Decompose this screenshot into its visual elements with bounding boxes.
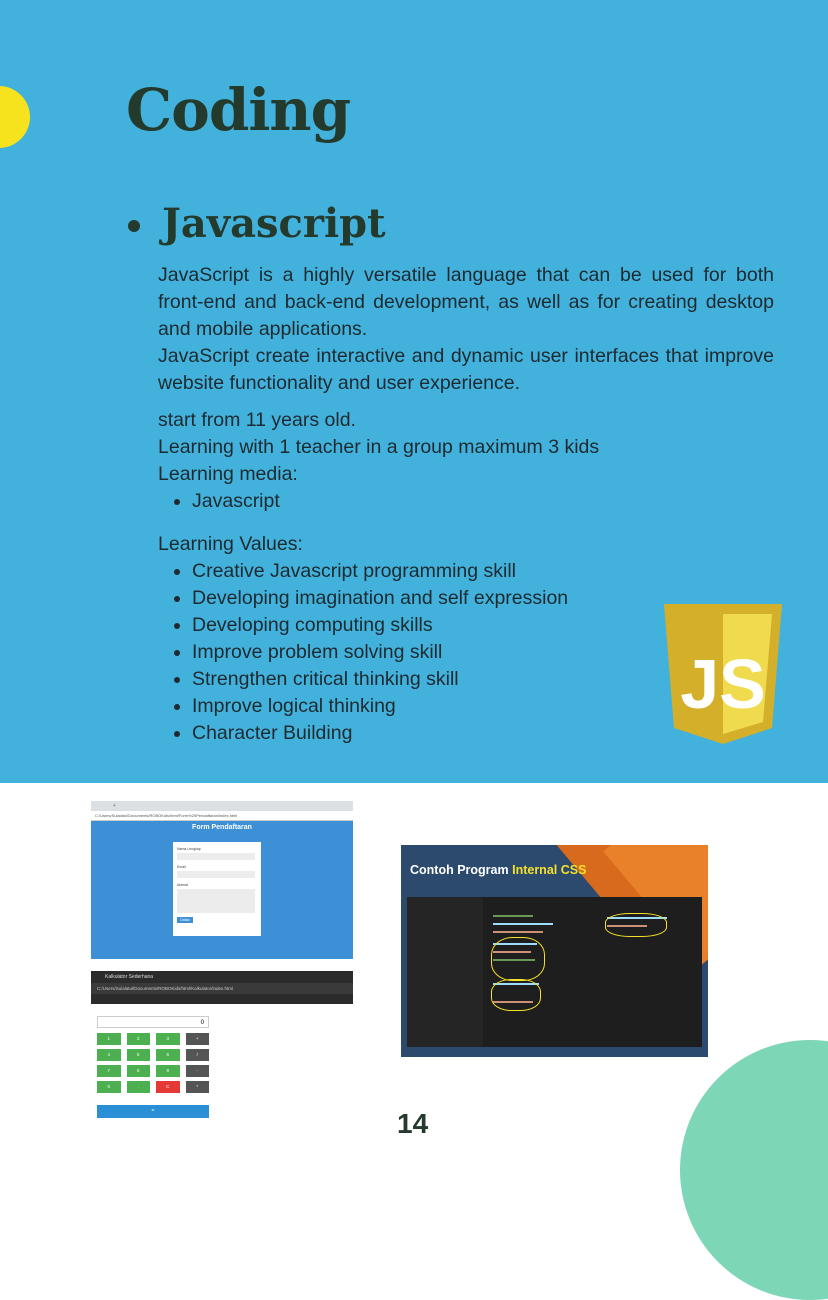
calc-key: 6 xyxy=(156,1049,180,1061)
media-list xyxy=(158,488,774,515)
calc-key: + xyxy=(186,1033,210,1045)
bookmarks-bar xyxy=(91,994,353,1004)
name-field xyxy=(177,853,255,860)
css-example-screenshot xyxy=(401,845,708,1057)
calc-key: 2 xyxy=(127,1033,151,1045)
calc-key: * xyxy=(186,1081,210,1093)
address-field xyxy=(177,889,255,913)
editor-sidebar xyxy=(407,897,483,1047)
calc-key: 3 xyxy=(156,1033,180,1045)
calc-key: 4 xyxy=(97,1049,121,1061)
calc-key: / xyxy=(186,1049,210,1061)
decorative-circle xyxy=(680,1040,828,1300)
calc-key: 0 xyxy=(97,1081,121,1093)
field-label: Email xyxy=(177,865,186,869)
list-item: • Strengthen critical thinking skill xyxy=(192,666,774,693)
logo-text: JS xyxy=(680,645,766,723)
equals-key: = xyxy=(97,1105,209,1118)
calc-key: 5 xyxy=(127,1049,151,1061)
age-info: start from 11 years old. xyxy=(158,409,356,431)
address-bar: C:/Users/Sulalatul/Documents/ROBOKids/html/Form%20Pendaftaran/index.html xyxy=(91,811,353,821)
list-item: • Improve problem solving skill xyxy=(192,639,774,666)
calculator-screenshot xyxy=(91,971,353,1121)
media-heading: Learning media: xyxy=(158,463,298,485)
calc-key: 1 xyxy=(97,1033,121,1045)
section-title: Javascript xyxy=(162,200,386,247)
description-paragraph: JavaScript create interactive and dynamic user interfaces that improve website functionality and user experience. xyxy=(158,345,774,394)
page-number: 14 xyxy=(397,1108,429,1139)
example-title-text: Contoh Program xyxy=(410,863,509,877)
calc-key: 8 xyxy=(127,1065,151,1077)
description-paragraph: JavaScript is a highly versatile language that can be used for both front-end and back-end development, as well as for creating desktop and mobile applications. xyxy=(158,264,774,340)
address-bar: C:/Users/Sulalatul/Documents/ROBOKids/html/Kalkulator/index.html xyxy=(91,983,353,994)
browser-tab: Kalkulator Sederhana xyxy=(91,971,353,983)
highlight-circle xyxy=(605,913,667,937)
calc-key: C xyxy=(156,1081,180,1093)
calc-key: . xyxy=(127,1081,151,1093)
group-info: Learning with 1 teacher in a group maximum 3 kids xyxy=(158,436,600,458)
calc-key: - xyxy=(186,1065,210,1077)
bullet-icon xyxy=(128,220,140,232)
list-item: • Developing imagination and self expression xyxy=(192,585,774,612)
javascript-logo-icon xyxy=(662,604,784,744)
list-item: • Character Building xyxy=(192,720,774,747)
form-card xyxy=(173,842,261,936)
field-label: Nama Lengkap xyxy=(177,847,201,851)
highlight-circle xyxy=(491,979,541,1011)
page-title: Coding xyxy=(126,76,351,144)
values-heading: Learning Values: xyxy=(158,533,303,555)
calculator-display: 0 xyxy=(97,1016,209,1028)
email-field xyxy=(177,871,255,878)
field-label: Alamat xyxy=(177,883,188,887)
calc-key: 7 xyxy=(97,1065,121,1077)
calc-key: 9 xyxy=(156,1065,180,1077)
submit-button: Daftar xyxy=(177,917,193,923)
decorative-circle xyxy=(0,86,30,148)
list-item: • Javascript xyxy=(192,488,774,515)
form-screenshot xyxy=(91,801,353,959)
calculator-keypad xyxy=(97,1033,209,1093)
browser-tab: + xyxy=(91,801,353,811)
example-title xyxy=(410,863,586,877)
code-editor xyxy=(407,897,702,1047)
list-item: • Developing computing skills xyxy=(192,612,774,639)
highlight-circle xyxy=(491,937,545,981)
example-title-highlight: Internal CSS xyxy=(512,863,587,877)
form-title: Form Pendaftaran xyxy=(192,824,252,831)
list-item: • Improve logical thinking xyxy=(192,693,774,720)
list-item: • Creative Javascript programming skill xyxy=(192,558,774,585)
